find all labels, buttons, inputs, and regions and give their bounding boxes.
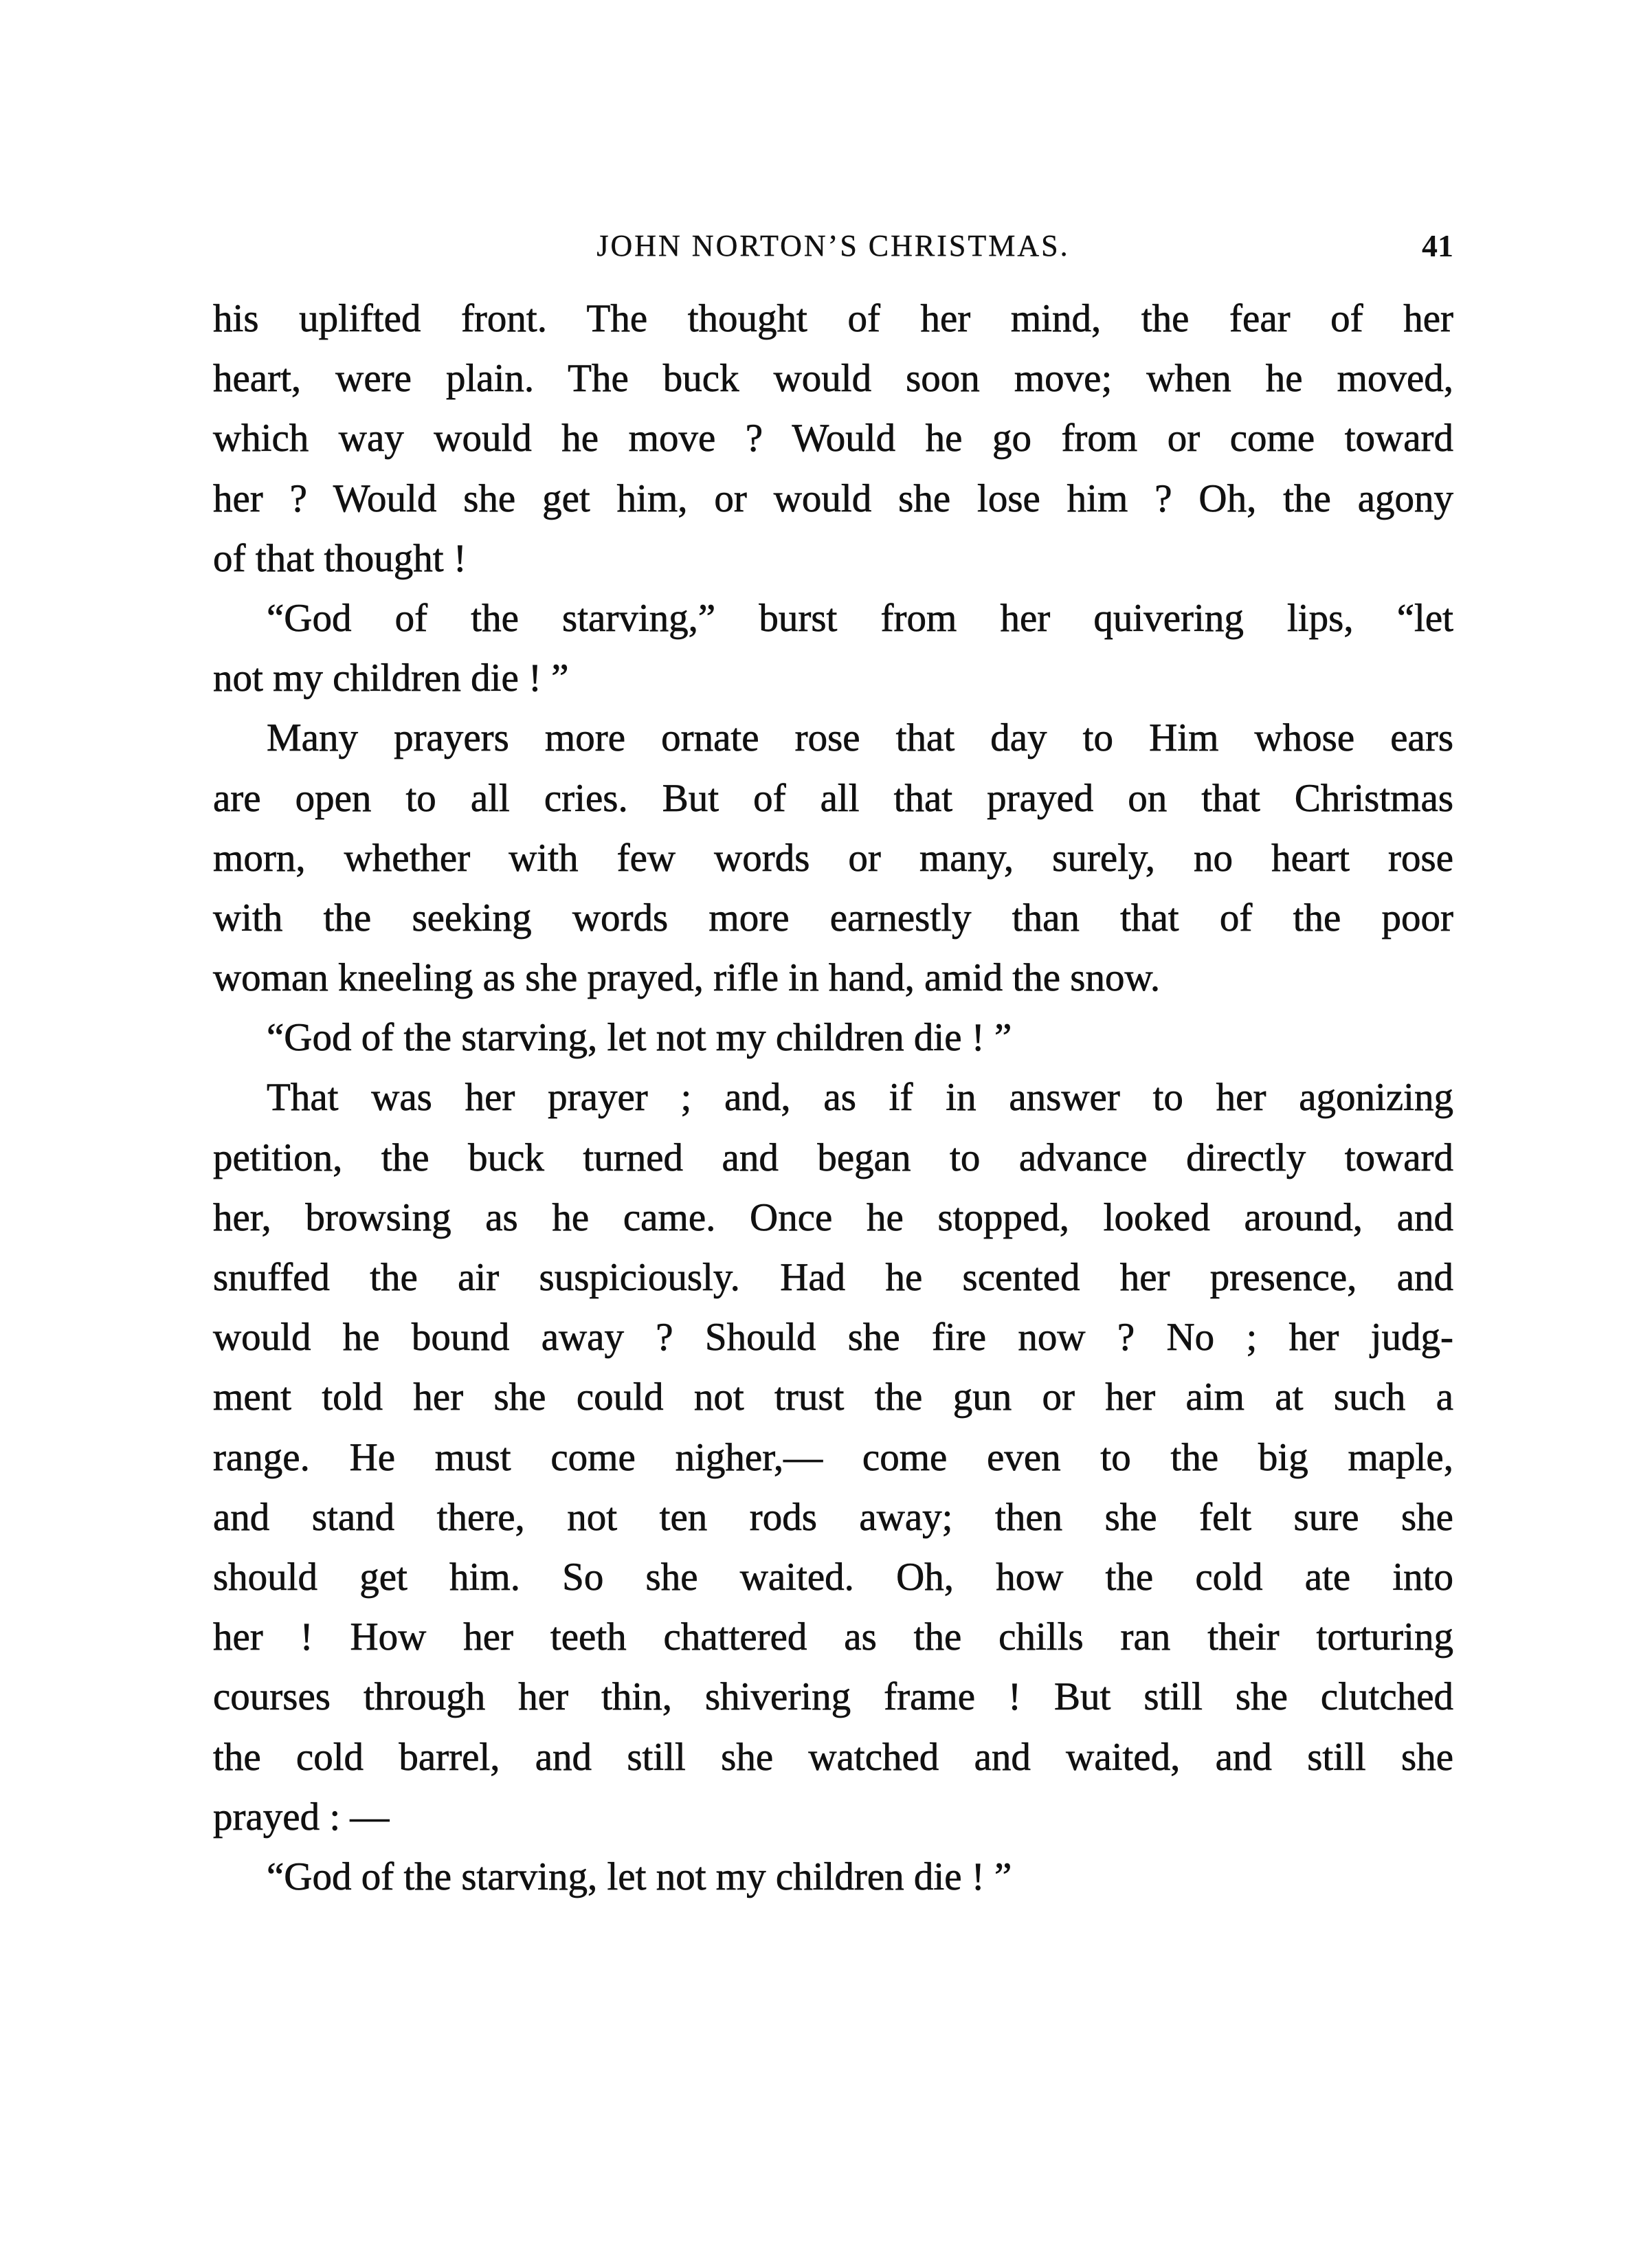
text-line: Many prayers more ornate rose that day to Him whose ears bbox=[267, 716, 1453, 760]
text-line: snuffed the air suspiciously. Had he scented her presence, and bbox=[213, 1256, 1453, 1299]
text-line: her ! How her teeth chattered as the chills ran their torturing bbox=[213, 1615, 1453, 1659]
text-line: should get him. So she waited. Oh, how the cold ate into bbox=[213, 1555, 1453, 1599]
text-line: of that thought ! bbox=[213, 536, 467, 580]
text-line: ment told her she could not trust the gun or her aim at such a bbox=[213, 1375, 1453, 1419]
page-body-text bbox=[213, 289, 1453, 1907]
text-line: “God of the starving,” burst from her quivering lips, “let bbox=[267, 596, 1453, 640]
text-line: That was her prayer ; and, as if in answer to her agonizing bbox=[267, 1076, 1453, 1120]
text-line: and stand there, not ten rods away; then she felt sure she bbox=[213, 1495, 1453, 1539]
page-number: 41 bbox=[1422, 228, 1453, 263]
text-line: woman kneeling as she prayed, rifle in hand, amid the snow. bbox=[213, 956, 1161, 1000]
text-line: “God of the starving, let not my children die ! ” bbox=[267, 1016, 1012, 1060]
text-line: morn, whether with few words or many, surely, no heart rose bbox=[213, 836, 1453, 880]
text-line: are open to all cries. But of all that prayed on that Christmas bbox=[213, 776, 1453, 820]
text-line: would he bound away ? Should she fire now ? No ; her judg- bbox=[213, 1316, 1453, 1360]
page-header bbox=[213, 221, 1453, 271]
text-line: prayed : — bbox=[213, 1795, 390, 1839]
text-line: heart, were plain. The buck would soon move; when he moved, bbox=[213, 357, 1453, 401]
text-line: with the seeking words more earnestly than that of the poor bbox=[213, 896, 1453, 940]
text-line: range. He must come nigher,— come even to the big maple, bbox=[213, 1435, 1453, 1479]
text-line: courses through her thin, shivering frame ! But still she clutched bbox=[213, 1675, 1453, 1719]
text-line: which way would he move ? Would he go from or come toward bbox=[213, 417, 1453, 461]
text-line: not my children die ! ” bbox=[213, 656, 569, 700]
text-line: her ? Would she get him, or would she lose him ? Oh, the agony bbox=[213, 476, 1453, 520]
text-line: petition, the buck turned and began to advance directly toward bbox=[213, 1135, 1453, 1179]
text-line: his uplifted front. The thought of her mind, the fear of her bbox=[213, 297, 1453, 340]
text-line: the cold barrel, and still she watched and waited, and still she bbox=[213, 1735, 1453, 1779]
text-line: “God of the starving, let not my children die ! ” bbox=[267, 1854, 1012, 1898]
text-line: her, browsing as he came. Once he stopped, looked around, and bbox=[213, 1195, 1453, 1239]
running-title: JOHN NORTON’S CHRISTMAS. bbox=[596, 229, 1070, 263]
